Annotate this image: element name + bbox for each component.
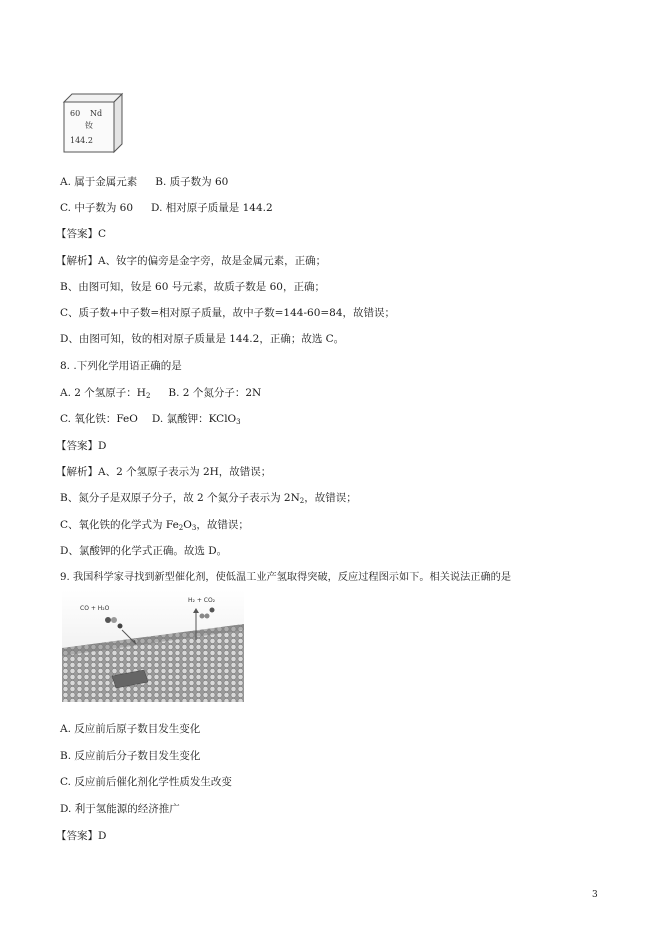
figure-label-left: CO + H₂O xyxy=(80,605,110,612)
q7-answer: 【答案】C xyxy=(56,228,107,240)
catalyst-reaction-figure xyxy=(62,590,244,702)
q8-analysis-1: 【解析】A、2 个氢原子表示为 2H，故错误； xyxy=(56,466,272,478)
q7-analysis-3: C、质子数+中子数=相对原子质量，故中子数=144-60=84，故错误； xyxy=(60,307,396,319)
q7-option-c: C. 中子数为 60 xyxy=(60,202,134,214)
element-symbol: Nd xyxy=(90,109,103,118)
q8-option-b: B. 2 个氮分子：2N xyxy=(168,387,262,399)
element-atomic-number: 60 xyxy=(70,109,81,118)
q8-stem: 8. .下列化学用语正确的是 xyxy=(60,360,182,372)
page-number: 3 xyxy=(592,890,598,900)
q7-options-row-2 xyxy=(60,201,273,215)
q9-option-d: D. 利于氢能源的经济推广 xyxy=(60,803,180,815)
q8-analysis-4: D、氯酸钾的化学式正确。故选 D。 xyxy=(60,545,228,557)
q8-option-c: C. 氧化铁：FeO xyxy=(60,413,138,425)
q9-option-b: B. 反应前后分子数目发生变化 xyxy=(60,750,201,762)
q8-options-row-1 xyxy=(60,386,261,400)
q8-option-a: A. 2 个氢原子：$H_2$ xyxy=(60,387,151,400)
element-name: 钕 xyxy=(85,121,93,130)
q9-stem: 9. 我国科学家寻找到新型催化剂，使低温工业产氢取得突破，反应过程图示如下。相关说法正确的是 xyxy=(60,572,512,583)
q9-answer: 【答案】D xyxy=(56,830,107,842)
q7-option-b: B. 质子数为 60 xyxy=(155,176,229,188)
element-card-nd xyxy=(62,92,124,154)
q8-analysis-2: B、氮分子是双原子分子，故 2 个氮分子表示为 $2N_2$，故错误； xyxy=(60,492,357,505)
q7-option-d: D. 相对原子质量是 144.2 xyxy=(151,202,273,214)
element-mass: 144.2 xyxy=(70,136,93,145)
q9-option-c: C. 反应前后催化剂化学性质发生改变 xyxy=(60,776,232,788)
q7-options-row-1 xyxy=(60,175,228,189)
q8-options-row-2 xyxy=(60,412,241,426)
q7-analysis-1: 【解析】A、钕字的偏旁是金字旁，故是金属元素，正确； xyxy=(56,255,327,267)
q7-analysis-2: B、由图可知，钕是 60 号元素，故质子数是 60，正确； xyxy=(60,281,325,293)
q8-option-d: D. 氯酸钾：KClO$_3$ xyxy=(151,413,241,426)
q9-option-a: A. 反应前后原子数目发生变化 xyxy=(60,723,201,735)
q7-option-a: A. 属于金属元素 xyxy=(60,176,138,188)
q8-answer: 【答案】D xyxy=(56,440,107,452)
figure-label-right: H₂ + CO₂ xyxy=(188,597,216,604)
q8-analysis-3: C、氧化铁的化学式为 $Fe_2O_3$，故错误； xyxy=(60,519,249,532)
q7-analysis-4: D、由图可知，钕的相对原子质量是 144.2，正确；故选 C。 xyxy=(60,333,345,345)
